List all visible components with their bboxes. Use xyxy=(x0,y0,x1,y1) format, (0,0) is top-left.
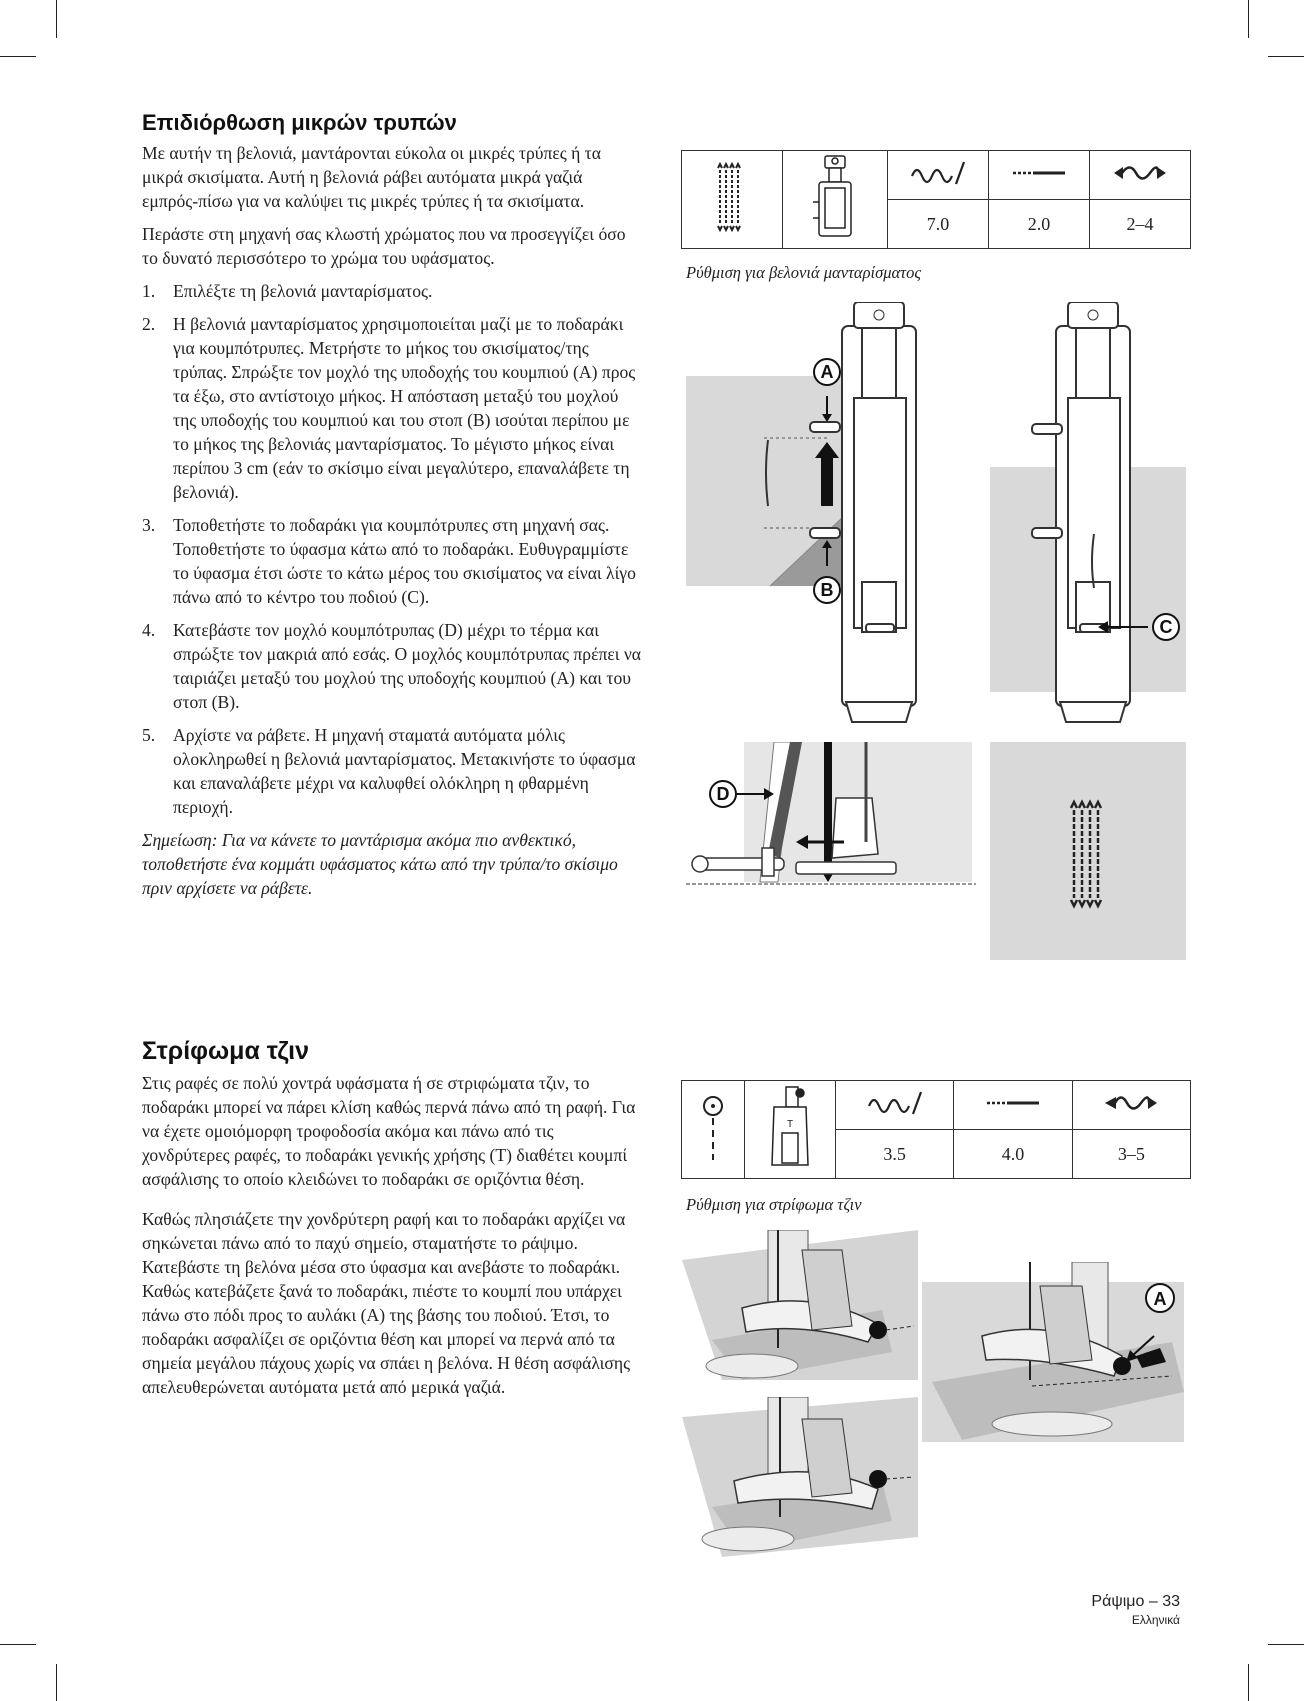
general-foot-icon xyxy=(745,1081,836,1179)
stitch-length-icon xyxy=(1009,163,1069,183)
crop-mark xyxy=(1248,0,1249,38)
page-number: Ράψιμο – 33 xyxy=(1091,1593,1180,1610)
stitch-width-icon xyxy=(865,1090,925,1116)
stitch-length-value: 2.0 xyxy=(989,200,1090,249)
page-footer xyxy=(1091,1593,1180,1627)
thread-tension-icon xyxy=(1110,160,1170,186)
length-icon-cell xyxy=(989,151,1090,200)
straight-stitch-icon xyxy=(682,1081,745,1179)
list-item: 1. Επιλέξτε τη βελονιά μανταρίσματος. xyxy=(142,281,433,301)
stitch-width-value: 3.5 xyxy=(836,1130,954,1179)
label-b: B xyxy=(820,580,834,600)
list-item: 5. Αρχίστε να ράβετε. Η μηχανή σταματά αυτόματα μόλις ολοκληρωθεί η βελονιά μανταρίσματος. Μετακινήστε το ύφασμα και επαναλάβετε μέχρι να καλυφθεί ολόκληρη η φθαρμένη περιοχή. xyxy=(142,725,636,817)
stitch-length-value: 4.0 xyxy=(954,1130,1072,1179)
illustration-foot-tilted xyxy=(682,1230,918,1380)
thread-tension-value: 3–5 xyxy=(1072,1130,1190,1179)
darning-thread-tip: Περάστε στη μηχανή σας κλωστή χρώματος που να προσεγγίζει όσο το δυνατό περισσότερο το χρώμα του υφάσματος. xyxy=(142,224,626,268)
section-title-jeans-hem: Στρίφωμα τζιν xyxy=(142,1037,309,1065)
stitch-width-icon xyxy=(908,160,968,186)
illustration-foot-lock-button xyxy=(922,1262,1190,1442)
darning-note: Σημείωση: Για να κάνετε το μαντάρισμα ακόμα πιο ανθεκτικό, τοποθετήστε ένα κομμάτι υφάσματος κάτω από την τρύπα/το σκίσιμο πριν αρχίσετε να ράβετε. xyxy=(142,830,618,898)
page-language: Ελληνικά xyxy=(1131,1613,1180,1627)
darning-stitch-icon xyxy=(682,151,783,249)
darning-steps-list xyxy=(142,279,642,819)
label-c: C xyxy=(1159,617,1173,637)
buttonhole-foot-icon xyxy=(783,151,888,249)
illustration-foot-placed xyxy=(990,302,1190,732)
length-icon-cell xyxy=(954,1081,1072,1130)
crop-mark xyxy=(56,0,57,38)
tension-icon-cell xyxy=(1072,1081,1190,1130)
jeans-caption: Ρύθμιση για στρίφωμα τζιν xyxy=(686,1195,862,1214)
illustration-darning-sample xyxy=(990,742,1190,960)
label-d: D xyxy=(716,784,730,804)
width-icon-cell xyxy=(836,1081,954,1130)
list-item: 2. Η βελονιά μανταρίσματος χρησιμοποιείται μαζί με το ποδαράκι για κουμπότρυπες. Μετρήστε το μήκος του σκισίματος/της τρύπας. Σπρώξτε τον μοχλό της υποδοχής του κουμπιού (A) προς τα έξω, στο αντίστοιχο μήκος. Η απόσταση μεταξύ του μοχλού της υποδοχής του κουμπιού και του στοπ (B) ισούται περίπου με το μήκος της βελονιάς μανταρίσματος. Το μέγιστο μήκος είναι περίπου 3 cm (εάν το σκίσιμο είναι μεγαλύτερο, επαναλάβετε τη βελονιά). xyxy=(142,314,636,502)
darning-intro: Με αυτήν τη βελονιά, μαντάρονται εύκολα οι μικρές τρύπες ή τα μικρά σκισίματα. Αυτή η βελονιά ράβει αυτόματα μικρά γαζιά εμπρός-πίσω για να καλύψει τις μικρές τρύπες ή τα σκισίματα. xyxy=(142,143,601,211)
stitch-length-icon xyxy=(983,1093,1043,1113)
crop-mark xyxy=(0,1644,36,1645)
section-title-darning: Επιδιόρθωση μικρών τρυπών xyxy=(142,110,457,135)
list-item: 3. Τοποθετήστε το ποδαράκι για κουμπότρυπες στη μηχανή σας. Τοποθετήστε το ύφασμα κάτω από το ποδαράκι. Ευθυγραμμίστε το ύφασμα έτσι ώστε το κάτω μέρος του σκισίματος να είναι λίγο πάνω από το κέντρο του ποδιού (C). xyxy=(142,515,636,607)
darning-settings-table xyxy=(681,150,1191,249)
jeans-para-1: Στις ραφές σε πολύ χοντρά υφάσματα ή σε στριφώματα τζιν, το ποδαράκι μπορεί να πάρει κλίση καθώς περνά πάνω από τη ραφή. Για να έχετε ομοιόμορφη τροφοδοσία ακόμα και πάνω από τις χονδρύτερες ραφές, το ποδαράκι γενικής χρήσης (T) διαθέτει κουμπί ασφάλισης το οποίο κλειδώνει το ποδαράκι σε οριζόντια θέση. xyxy=(142,1073,636,1189)
darning-text-column xyxy=(142,141,642,909)
darning-caption: Ρύθμιση για βελονιά μανταρίσματος xyxy=(686,263,922,282)
tension-icon-cell xyxy=(1090,151,1191,200)
crop-mark xyxy=(0,56,36,57)
label-a-lock: A xyxy=(1153,1289,1167,1309)
illustration-buttonhole-lever xyxy=(686,742,976,888)
width-icon-cell xyxy=(888,151,989,200)
label-a: A xyxy=(820,362,834,382)
crop-mark xyxy=(1248,1664,1249,1701)
stitch-width-value: 7.0 xyxy=(888,200,989,249)
foot-letter-t: T xyxy=(786,1119,794,1130)
list-item: 4. Κατεβάστε τον μοχλό κουμπότρυπας (D) μέχρι το τέρμα και σπρώξτε τον μακριά από εσάς. Ο μοχλός κουμπότρυπας πρέπει να ταιριάζει μεταξύ του μοχλού της υποδοχής κουμπιού (A) και του στοπ (B). xyxy=(142,620,642,712)
thread-tension-value: 2–4 xyxy=(1090,200,1191,249)
crop-mark xyxy=(1268,56,1304,57)
illustration-foot-on-seam xyxy=(682,1397,918,1557)
crop-mark xyxy=(56,1664,57,1701)
jeans-text-column xyxy=(142,1071,642,1408)
jeans-settings-table xyxy=(681,1080,1191,1179)
crop-mark xyxy=(1268,1644,1304,1645)
jeans-para-2: Καθώς πλησιάζετε την χονδρύτερη ραφή και το ποδαράκι αρχίζει να σηκώνεται πάνω από το παχύ σημείο, σταματήστε το ράψιμο. Κατεβάστε τη βελόνα μέσα στο ύφασμα και ανεβάστε το ποδαράκι. Καθώς κατεβάζετε ξανά το ποδαράκι, πιέστε το κουμπί που υπάρχει πάνω στο πόδι προς το αυλάκι (A) της βάσης του ποδιού. Έτσι, το ποδαράκι ασφαλίζει σε οριζόντια θέση και μπορεί να περνά από τα σημεία μεγάλου πάχους χωρίς να σπάει η βελόνα. Η θέση ασφάλισης απελευθερώνεται αυτόματα μετά από μερικά γαζιά. xyxy=(142,1209,631,1397)
illustration-foot-measure xyxy=(686,302,996,732)
thread-tension-icon xyxy=(1101,1090,1161,1116)
